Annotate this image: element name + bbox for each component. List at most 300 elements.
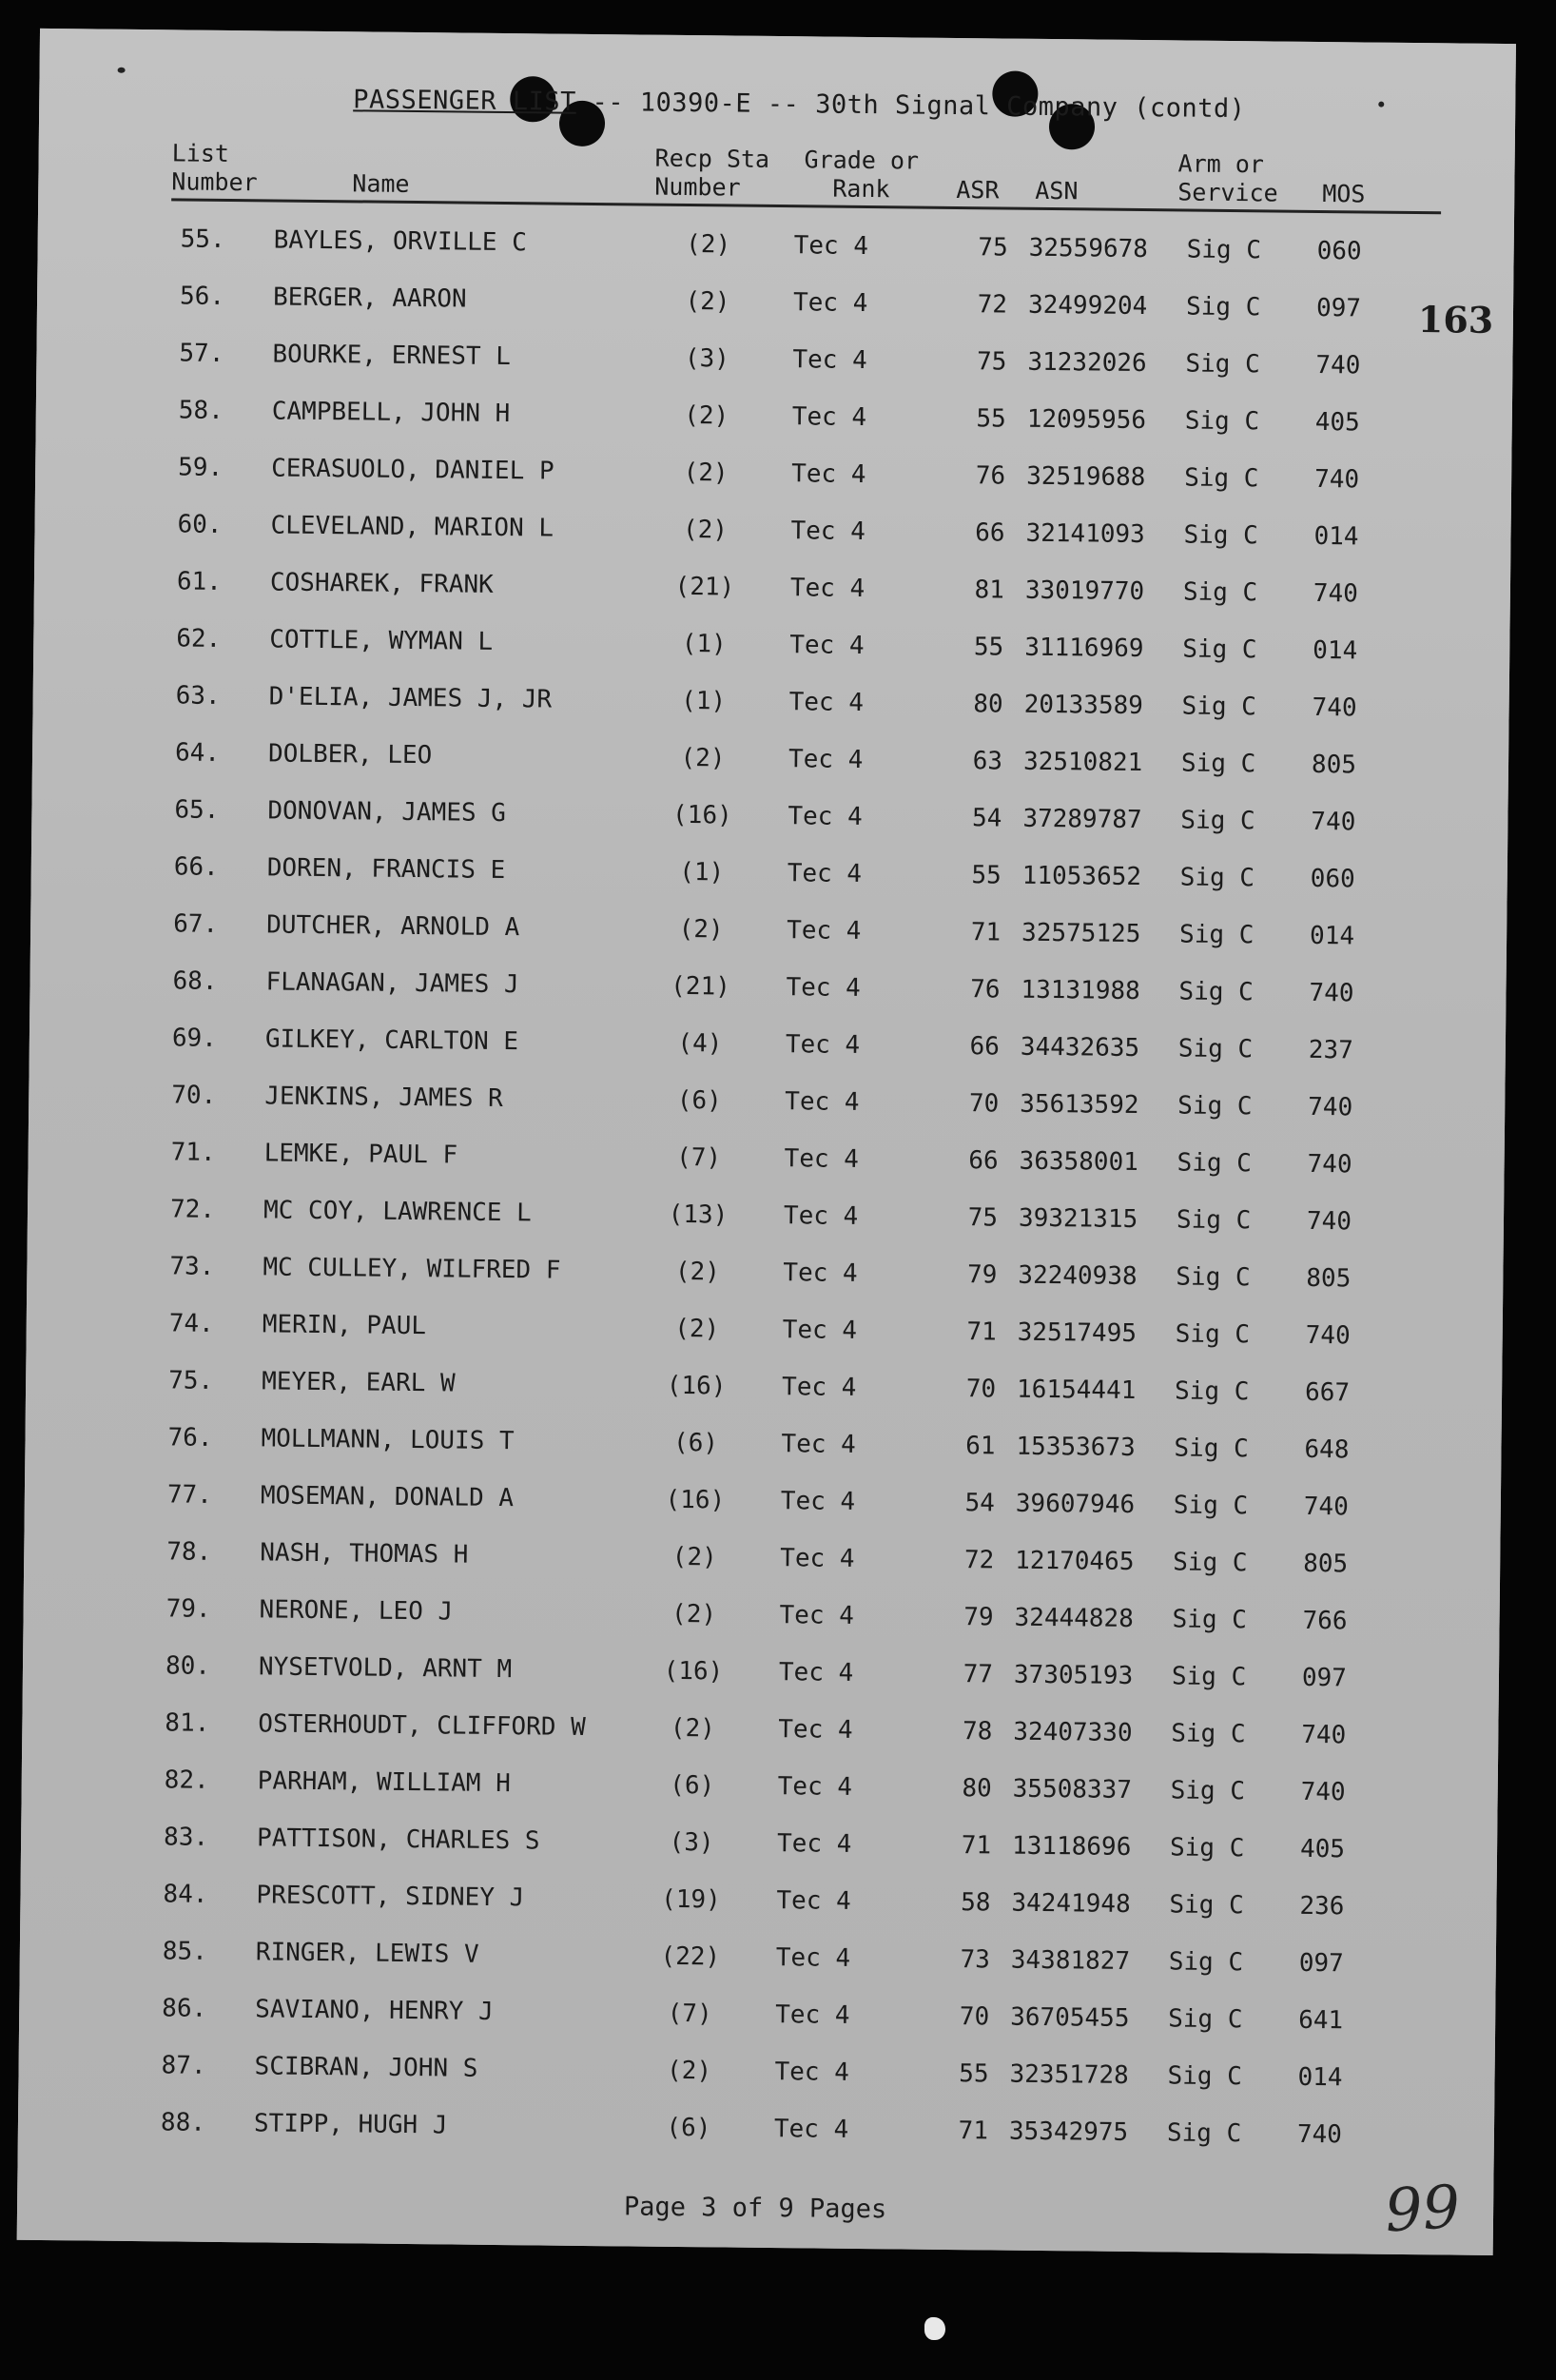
mos-code: 740: [1296, 2119, 1343, 2150]
table-row: [25, 1417, 1501, 1471]
table-row: [27, 1246, 1503, 1299]
passenger-name: PATTISON, CHARLES S: [256, 1824, 540, 1856]
recp-sta-number: (2): [671, 1542, 717, 1572]
grade-rank: Tec 4: [778, 1715, 853, 1745]
recp-sta-number: (16): [666, 1371, 727, 1401]
asn-serial: 35342975: [1008, 2117, 1129, 2147]
asn-serial: 32559678: [1028, 233, 1149, 264]
recp-sta-number: (7): [676, 1142, 722, 1173]
asr-score: 79: [966, 1260, 998, 1290]
arm-service: Sig C: [1184, 406, 1260, 437]
list-number: 66.: [173, 852, 219, 882]
asn-serial: 32575125: [1021, 918, 1141, 949]
arm-service: Sig C: [1170, 1776, 1246, 1806]
asr-score: 71: [961, 1831, 992, 1861]
recp-sta-number: (2): [680, 743, 726, 773]
table-row: [19, 1988, 1495, 2041]
passenger-name: OSTERHOUDT, CLIFFORD W: [258, 1709, 586, 1742]
passenger-name: DOLBER, LEO: [267, 739, 433, 771]
asr-score: 66: [968, 1146, 999, 1176]
table-row: [21, 1817, 1497, 1870]
arm-service: Sig C: [1171, 1719, 1246, 1749]
passenger-name: PARHAM, WILLIAM H: [257, 1766, 512, 1799]
mos-code: 667: [1304, 1377, 1351, 1408]
page-stamp-number: 163: [1417, 298, 1494, 341]
passenger-name: DOREN, FRANCIS E: [266, 853, 506, 886]
grade-rank: Tec 4: [785, 1030, 861, 1060]
list-number: 85.: [162, 1937, 208, 1966]
grade-rank: Tec 4: [786, 916, 862, 946]
arm-service: Sig C: [1169, 1890, 1244, 1921]
passenger-name: DUTCHER, ARNOLD A: [266, 910, 520, 943]
passenger-name: BOURKE, ERNEST L: [272, 340, 512, 372]
asr-score: 55: [959, 2059, 989, 2089]
asn-serial: 35508337: [1012, 1774, 1133, 1805]
arm-service: Sig C: [1178, 977, 1254, 1007]
recp-sta-number: (2): [671, 1599, 717, 1629]
grade-rank: Tec 4: [791, 402, 867, 432]
document-title: [353, 85, 1246, 124]
asn-serial: 32407330: [1013, 1717, 1133, 1747]
grade-rank: Tec 4: [773, 2115, 849, 2144]
mos-code: 405: [1314, 407, 1360, 438]
table-row: [22, 1703, 1498, 1756]
arm-service: Sig C: [1176, 1205, 1252, 1236]
asn-serial: 39607946: [1015, 1489, 1136, 1520]
grade-rank: Tec 4: [776, 1886, 851, 1916]
table-row: [28, 1189, 1504, 1242]
grade-rank: Tec 4: [782, 1316, 858, 1345]
asr-score: 61: [965, 1432, 996, 1461]
list-number: 87.: [161, 2051, 206, 2080]
list-number: 76.: [167, 1423, 213, 1453]
passenger-name: MOSEMAN, DONALD A: [260, 1481, 515, 1513]
arm-service: Sig C: [1180, 806, 1255, 836]
mos-code: 740: [1315, 350, 1361, 380]
table-row: [30, 904, 1507, 957]
asn-serial: 32517495: [1017, 1317, 1138, 1349]
mos-code: 740: [1309, 978, 1354, 1008]
asr-score: 81: [974, 575, 1005, 605]
asn-serial: 20133589: [1023, 690, 1144, 721]
grade-rank: Tec 4: [774, 2058, 850, 2087]
asr-score: 70: [968, 1089, 1000, 1119]
table-row: [24, 1531, 1500, 1585]
table-row: [20, 1874, 1496, 1927]
col-header-asr: [956, 176, 999, 205]
asn-serial: 37289787: [1022, 804, 1142, 835]
asr-score: 70: [959, 2002, 990, 2032]
mos-code: 805: [1311, 750, 1357, 780]
grade-rank: Tec 4: [775, 1943, 851, 1973]
passenger-name: SAVIANO, HENRY J: [255, 1995, 494, 2026]
arm-service: Sig C: [1177, 1148, 1253, 1179]
mos-code: 014: [1297, 2062, 1343, 2093]
recp-sta-number: (21): [674, 572, 735, 602]
asr-score: 80: [962, 1774, 992, 1804]
table-row: [29, 961, 1506, 1014]
asn-serial: 11053652: [1021, 861, 1142, 892]
mos-code: 097: [1301, 1663, 1348, 1693]
col-header-mos: [1322, 180, 1365, 208]
table-row: [22, 1760, 1498, 1813]
asr-score: 71: [958, 2117, 989, 2146]
mos-code: 060: [1310, 864, 1355, 894]
grade-rank: Tec 4: [789, 631, 865, 660]
asr-score: 80: [973, 690, 1003, 719]
passenger-name: COTTLE, WYMAN L: [269, 625, 494, 656]
grade-rank: Tec 4: [791, 459, 866, 489]
grade-rank: Tec 4: [779, 1601, 855, 1630]
asn-serial: 16154441: [1016, 1375, 1137, 1406]
list-number: 80.: [165, 1651, 211, 1681]
list-number: 56.: [179, 282, 225, 311]
grade-rank: Tec 4: [777, 1772, 853, 1802]
recp-sta-number: (2): [685, 286, 730, 317]
asn-serial: 31232026: [1027, 347, 1147, 379]
asn-serial: 34432635: [1020, 1032, 1140, 1063]
recp-sta-number: (1): [681, 686, 727, 716]
arm-service: Sig C: [1181, 692, 1257, 722]
list-number: 62.: [176, 624, 222, 654]
passenger-name: RINGER, LEWIS V: [255, 1938, 479, 1969]
passenger-name: COSHAREK, FRANK: [269, 568, 494, 599]
passenger-name: MC CULLEY, WILFRED F: [263, 1253, 561, 1285]
list-number: 73.: [169, 1252, 215, 1281]
table-row: [18, 2045, 1494, 2098]
arm-service: Sig C: [1179, 863, 1255, 893]
col-header-line: Number: [171, 167, 258, 197]
asr-score: 71: [970, 918, 1002, 947]
recp-sta-number: (2): [674, 1257, 721, 1287]
mos-code: 740: [1313, 578, 1359, 609]
recp-sta-number: (6): [676, 1085, 722, 1116]
asr-score: 55: [973, 633, 1004, 662]
asn-serial: 36358001: [1019, 1146, 1139, 1178]
recp-sta-number: (3): [684, 343, 730, 374]
list-number: 75.: [168, 1366, 214, 1395]
asn-serial: 32141093: [1025, 518, 1145, 550]
recp-sta-number: (22): [660, 1941, 721, 1972]
col-header-line: ASN: [1035, 176, 1079, 205]
table-row: [23, 1646, 1499, 1699]
mos-code: 060: [1316, 236, 1362, 266]
mos-code: 805: [1306, 1263, 1352, 1294]
table-row: [31, 847, 1507, 900]
asr-score: 73: [960, 1945, 990, 1975]
table-row: [35, 447, 1511, 500]
recp-sta-number: (2): [666, 2056, 712, 2086]
document-page: [17, 29, 1516, 2255]
table-row: [28, 1132, 1504, 1185]
col-header-name: [352, 169, 410, 199]
col-header-list-number: [171, 139, 258, 197]
passenger-name: D'ELIA, JAMES J, JR: [268, 682, 553, 714]
arm-service: Sig C: [1173, 1491, 1249, 1521]
table-row: [36, 390, 1512, 443]
table-row: [25, 1474, 1501, 1528]
table-row: [37, 276, 1513, 329]
recp-sta-number: (6): [670, 1770, 715, 1801]
asn-serial: 35613592: [1020, 1089, 1139, 1121]
recp-sta-number: (19): [661, 1884, 721, 1915]
scan-speck: [924, 2317, 945, 2340]
mos-code: 641: [1298, 2005, 1344, 2036]
arm-service: Sig C: [1178, 920, 1255, 950]
list-number: 60.: [177, 510, 223, 539]
table-row: [29, 1018, 1506, 1071]
arm-service: Sig C: [1166, 2118, 1242, 2149]
handwritten-number: 99: [1383, 2171, 1463, 2246]
arm-service: Sig C: [1186, 235, 1262, 265]
table-row: [32, 732, 1508, 786]
mos-code: 648: [1304, 1434, 1350, 1465]
recp-sta-number: (16): [665, 1485, 726, 1515]
recp-sta-number: (6): [666, 2113, 711, 2143]
passenger-name: NERONE, LEO J: [259, 1595, 454, 1627]
arm-service: Sig C: [1183, 520, 1258, 551]
grade-rank: Tec 4: [785, 1087, 860, 1117]
mos-code: 740: [1313, 464, 1360, 495]
grade-rank: Tec 4: [783, 1258, 858, 1288]
mos-code: 740: [1308, 1092, 1353, 1122]
list-number: 83.: [163, 1823, 209, 1852]
asr-score: 66: [969, 1032, 1001, 1062]
table-row: [36, 333, 1512, 386]
passenger-name: SCIBRAN, JOHN S: [254, 2052, 478, 2083]
table-row: [34, 504, 1510, 557]
asr-score: 54: [964, 1489, 996, 1518]
asn-serial: 32240938: [1018, 1260, 1138, 1292]
mos-code: 014: [1313, 521, 1359, 552]
grade-rank: Tec 4: [786, 973, 861, 1003]
asn-serial: 34241948: [1011, 1888, 1131, 1919]
arm-service: Sig C: [1185, 349, 1260, 380]
asr-score: 76: [975, 461, 1006, 491]
grade-rank: Tec 4: [792, 288, 868, 319]
speck: [1378, 102, 1384, 107]
asr-score: 78: [962, 1717, 993, 1746]
recp-sta-number: (16): [663, 1656, 724, 1687]
list-number: 64.: [174, 738, 221, 768]
recp-sta-number: (16): [671, 800, 732, 830]
list-number: 82.: [164, 1765, 209, 1795]
col-header-line: Number: [654, 172, 741, 202]
passenger-name: MEYER, EARL W: [262, 1367, 456, 1398]
asr-score: 58: [960, 1888, 991, 1918]
title-list-name: PASSENGER LIST: [353, 85, 577, 117]
grade-rank: Tec 4: [788, 802, 863, 831]
grade-rank: Tec 4: [783, 1201, 859, 1231]
list-number: 78.: [166, 1537, 212, 1567]
list-number: 88.: [160, 2108, 206, 2137]
mos-code: 405: [1299, 1834, 1346, 1864]
grade-rank: Tec 4: [776, 1829, 852, 1859]
grade-rank: Tec 4: [780, 1544, 855, 1573]
asn-serial: 31116969: [1024, 633, 1144, 664]
asn-serial: 12170465: [1015, 1546, 1135, 1577]
mos-code: 740: [1311, 807, 1356, 837]
arm-service: Sig C: [1176, 1262, 1251, 1293]
table-row: [26, 1360, 1502, 1414]
grade-rank: Tec 4: [792, 345, 867, 375]
table-row: [31, 790, 1507, 843]
arm-service: Sig C: [1169, 1833, 1245, 1863]
mos-code: 014: [1309, 921, 1355, 951]
recp-sta-number: (2): [684, 400, 729, 431]
mos-code: 766: [1302, 1606, 1348, 1636]
recp-sta-number: (6): [672, 1428, 719, 1458]
arm-service: Sig C: [1173, 1548, 1248, 1578]
mos-code: 097: [1315, 293, 1362, 323]
asr-score: 54: [971, 804, 1002, 833]
arm-service: Sig C: [1177, 1091, 1253, 1122]
asn-serial: 36705455: [1010, 2002, 1130, 2033]
list-number: 67.: [173, 909, 219, 939]
list-number: 79.: [165, 1594, 211, 1624]
asn-serial: 32351728: [1009, 2059, 1129, 2090]
arm-service: Sig C: [1175, 1319, 1251, 1350]
arm-service: Sig C: [1177, 1034, 1254, 1064]
passenger-name: NASH, THOMAS H: [260, 1538, 469, 1570]
passenger-name: CLEVELAND, MARION L: [270, 511, 554, 543]
list-number: 55.: [180, 224, 225, 254]
asr-score: 71: [966, 1317, 997, 1347]
arm-service: Sig C: [1168, 2004, 1243, 2035]
col-header-arm: [1177, 149, 1278, 207]
arm-service: Sig C: [1168, 1947, 1244, 1978]
recp-sta-number: (1): [679, 857, 725, 888]
recp-sta-number: (2): [670, 1713, 716, 1744]
table-row: [20, 1931, 1496, 1984]
list-number: 63.: [175, 681, 221, 711]
recp-sta-number: (2): [686, 229, 731, 260]
passenger-name: GILKEY, CARLTON E: [264, 1024, 519, 1057]
asr-score: 79: [963, 1603, 994, 1632]
col-header-line: Recp Sta: [654, 144, 770, 173]
col-header-line: Name: [352, 169, 410, 198]
col-header-line: MOS: [1322, 180, 1366, 208]
mos-code: 097: [1298, 1948, 1344, 1979]
col-header-line: Grade or: [804, 146, 920, 175]
table-row: [33, 618, 1509, 672]
asn-serial: 33019770: [1024, 575, 1145, 607]
asn-serial: 39321315: [1018, 1203, 1138, 1235]
mos-code: 740: [1305, 1320, 1351, 1351]
passenger-name: LEMKE, PAUL F: [263, 1139, 458, 1170]
col-header-line: ASR: [956, 175, 1000, 205]
asr-score: 75: [976, 347, 1007, 377]
grade-rank: Tec 4: [780, 1487, 856, 1516]
asr-score: 70: [965, 1375, 997, 1404]
grade-rank: Tec 4: [788, 745, 864, 774]
passenger-name: BAYLES, ORVILLE C: [273, 225, 527, 258]
col-header-line: Service: [1177, 178, 1278, 207]
speck: [118, 68, 126, 73]
mos-code: 740: [1300, 1777, 1346, 1807]
list-number: 71.: [170, 1138, 216, 1167]
asr-score: 63: [972, 747, 1003, 776]
asn-serial: 32444828: [1014, 1603, 1134, 1634]
table-row: [38, 219, 1514, 272]
table-row: [29, 1075, 1505, 1128]
grade-rank: Tec 4: [789, 574, 866, 603]
asr-score: 75: [967, 1203, 999, 1233]
table-row: [27, 1303, 1503, 1356]
mos-code: 740: [1307, 1149, 1352, 1180]
list-number: 74.: [168, 1309, 214, 1338]
asr-score: 75: [978, 233, 1008, 263]
grade-rank: Tec 4: [788, 688, 865, 717]
passenger-name: BERGER, AARON: [272, 283, 467, 314]
arm-service: Sig C: [1174, 1376, 1250, 1407]
list-number: 84.: [163, 1880, 208, 1909]
asn-serial: 37305193: [1013, 1660, 1134, 1691]
list-number: 69.: [171, 1024, 218, 1053]
passenger-name: PRESCOTT, SIDNEY J: [256, 1881, 525, 1913]
grade-rank: Tec 4: [775, 2000, 850, 2030]
col-header-grade: [804, 146, 919, 204]
arm-service: Sig C: [1184, 463, 1259, 494]
asn-serial: 13131988: [1021, 975, 1140, 1006]
list-number: 68.: [172, 966, 218, 996]
mos-code: 014: [1313, 635, 1358, 666]
mos-code: 237: [1308, 1035, 1353, 1065]
recp-sta-number: (2): [682, 515, 729, 545]
asn-serial: 15353673: [1016, 1432, 1136, 1463]
asr-score: 72: [977, 290, 1008, 320]
col-header-asn: [1035, 177, 1078, 205]
list-number: 61.: [176, 567, 223, 596]
recp-sta-number: (3): [669, 1827, 714, 1858]
mos-code: 740: [1301, 1720, 1347, 1750]
grade-rank: Tec 4: [787, 859, 863, 888]
asr-score: 66: [975, 518, 1005, 548]
recp-sta-number: (2): [678, 914, 724, 945]
passenger-name: DONOVAN, JAMES G: [267, 796, 507, 829]
grade-rank: Tec 4: [778, 1658, 854, 1687]
col-header-line: Arm or: [1177, 149, 1265, 179]
list-number: 77.: [166, 1480, 213, 1510]
mos-code: 740: [1303, 1492, 1349, 1522]
table-row: [34, 561, 1510, 615]
table-row: [23, 1589, 1499, 1642]
passenger-name: NYSETVOLD, ARNT M: [258, 1652, 513, 1685]
recp-sta-number: (21): [671, 971, 730, 1002]
passenger-name: MERIN, PAUL: [262, 1310, 427, 1341]
asn-serial: 32519688: [1026, 461, 1146, 493]
list-number: 70.: [171, 1081, 217, 1110]
mos-code: 740: [1306, 1206, 1352, 1237]
passenger-name: CAMPBELL, JOHN H: [271, 397, 511, 429]
mos-code: 805: [1303, 1549, 1349, 1579]
col-header-line: Rank: [832, 174, 890, 204]
grade-rank: Tec 4: [784, 1144, 860, 1174]
table-row: [33, 675, 1509, 729]
asr-score: 76: [970, 975, 1001, 1005]
asn-serial: 12095956: [1026, 404, 1147, 436]
page-footer: Page 3 of 9 Pages: [623, 2192, 887, 2225]
asn-serial: 32510821: [1022, 747, 1143, 778]
arm-service: Sig C: [1182, 577, 1258, 608]
passenger-name: STIPP, HUGH J: [253, 2109, 448, 2140]
mos-code: 236: [1299, 1891, 1345, 1922]
list-number: 58.: [178, 396, 224, 425]
recp-sta-number: (13): [668, 1200, 729, 1230]
list-number: 86.: [162, 1994, 207, 2023]
list-number: 72.: [169, 1195, 216, 1224]
asr-score: 55: [971, 861, 1002, 890]
